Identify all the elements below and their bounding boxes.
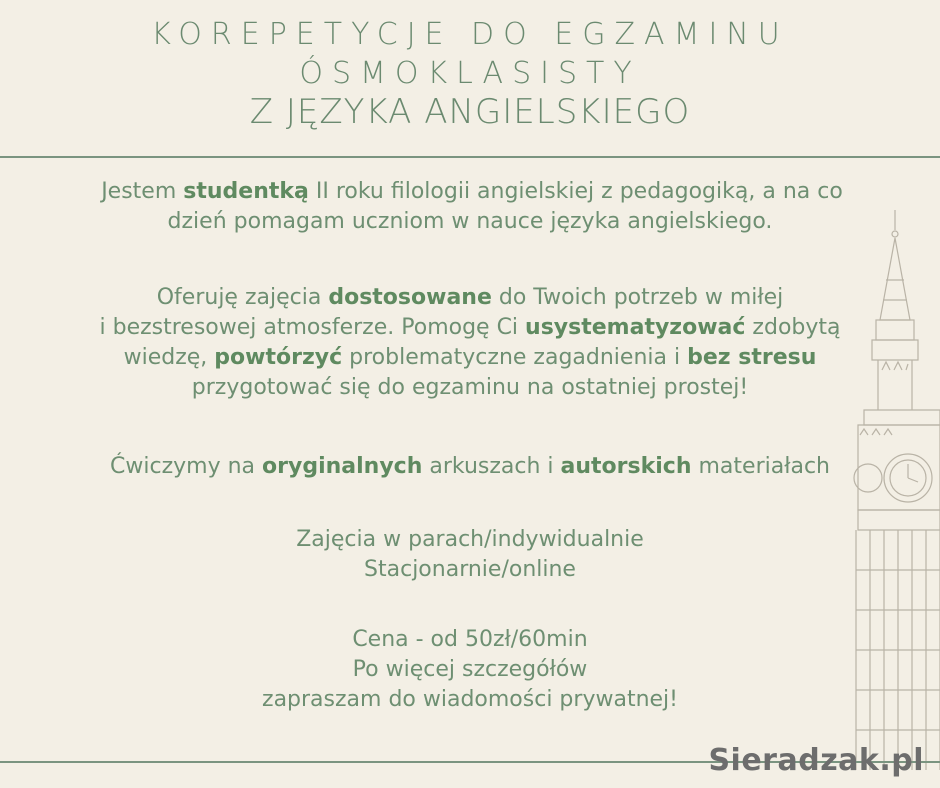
title-line-3: Z JĘZYKA ANGIELSKIEGO [249,92,691,132]
materials-highlight: autorskich [560,454,692,479]
offer-highlight: usystematyzować [525,315,746,340]
materials-text: Ćwiczymy na [110,454,263,479]
intro-line-2: dzień pomagam uczniom w nauce języka angielskiego. [167,209,773,234]
title-line-1: KOREPETYCJE DO EGZAMINU [151,17,789,52]
format-paragraph [0,525,940,585]
offer-line-4: przygotować się do egzaminu na ostatniej prostej! [191,375,749,400]
watermark: Sieradzak.pl [708,743,924,778]
offer-text: problematyczne zagadnienia i [342,345,688,370]
top-divider [0,156,940,158]
price-line-3: zapraszam do wiadomości prywatnej! [262,687,678,712]
offer-paragraph [0,283,940,403]
intro-text: II roku filologii angielskiej z pedagogiką, a na co [308,179,843,204]
materials-line [0,452,940,482]
offer-highlight: dostosowane [328,285,492,310]
offer-line-1 [0,283,940,313]
offer-line-3 [0,343,940,373]
offer-text: i bezstresowej atmosferze. Pomogę Ci [99,315,526,340]
format-line-2: Stacjonarnie/online [364,557,576,582]
offer-highlight: bez stresu [687,345,817,370]
offer-text: Oferuję zajęcia [156,285,329,310]
offer-text: do Twoich potrzeb w miłej [491,285,784,310]
materials-text: materiałach [691,454,830,479]
offer-line-2 [0,313,940,343]
intro-paragraph [0,177,940,237]
title-line-2: ÓSMOKLASISTY [299,56,641,91]
materials-highlight: oryginalnych [262,454,423,479]
intro-text: Jestem [101,179,184,204]
materials-paragraph [0,452,940,482]
format-line-1: Zajęcia w parach/indywidualnie [296,527,644,552]
offer-text: zdobytą [745,315,841,340]
offer-highlight: powtórzyć [214,345,343,370]
intro-highlight: studentką [183,179,309,204]
offer-text: wiedzę, [123,345,215,370]
price-line-1: Cena - od 50zł/60min [352,627,588,652]
price-paragraph [0,625,940,715]
intro-line-1 [0,177,940,207]
price-line-2: Po więcej szczegółów [352,657,588,682]
materials-text: arkuszach i [422,454,561,479]
